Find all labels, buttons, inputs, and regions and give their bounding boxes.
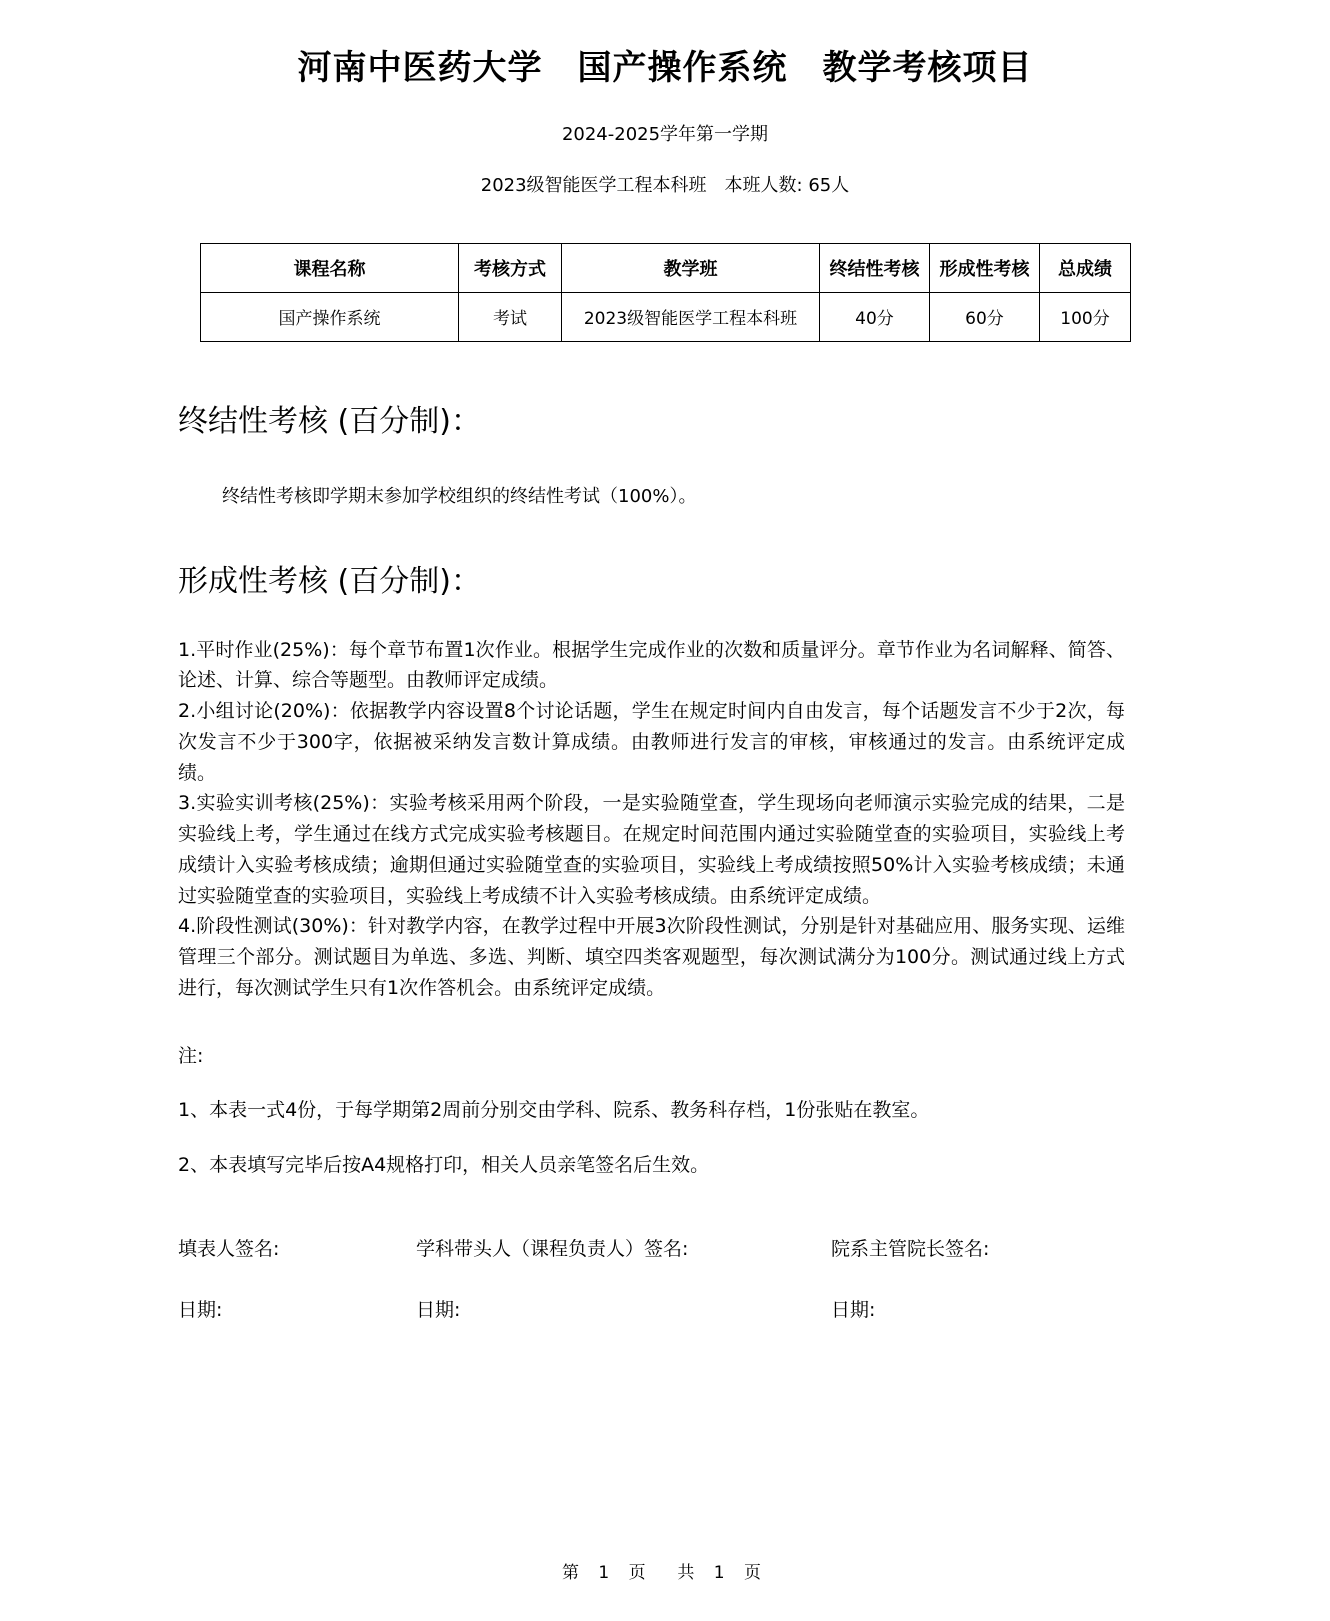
criteria-item-discussion: 2.小组讨论(20%)：依据教学内容设置8个讨论话题，学生在规定时间内自由发言，每个话题发言不少于2次，每次发言不少于300字，依据被采纳发言数计算成绩。由教师进行发言的审核，审核通过的发言。由系统评定成绩。: [178, 700, 1125, 784]
column-header-formative: 形成性考核: [930, 243, 1040, 292]
cell-formative-score: 60分: [930, 292, 1040, 341]
column-header-summative: 终结性考核: [820, 243, 930, 292]
signature-dean-date-label: 日期:: [831, 1298, 876, 1321]
table-row: [201, 292, 1131, 341]
signature-name-row: [178, 1235, 1125, 1264]
signature-filler-date-label: 日期:: [178, 1298, 223, 1321]
note-item-1: 1、本表一式4份，于每学期第2周前分别交由学科、院系、教务科存档，1份张贴在教室。: [178, 1099, 930, 1122]
notes-section: [178, 1004, 1125, 1180]
table-header-row: [201, 243, 1131, 292]
column-header-total: 总成绩: [1040, 243, 1131, 292]
signature-leader-date-label: 日期:: [416, 1298, 461, 1321]
formative-criteria-list: [178, 601, 1125, 1004]
page-number-footer: 第 1 页 共 1 页: [561, 1563, 769, 1583]
page-title: 河南中医药大学 国产操作系统 教学考核项目: [297, 48, 1033, 88]
column-header-course-name: 课程名称: [201, 243, 459, 292]
criteria-item-stage-test: 4.阶段性测试(30%)：针对教学内容，在教学过程中开展3次阶段性测试，分别是针对基础应用、服务实现、运维管理三个部分。测试题目为单选、多选、判断、填空四类客观题型，每次测试满分为100分。测试通过线上方式进行，每次测试学生只有1次作答机会。由系统评定成绩。: [178, 915, 1125, 999]
cell-assessment-mode: 考试: [459, 292, 562, 341]
signature-date-row: [178, 1264, 1125, 1325]
cell-total-score: 100分: [1040, 292, 1131, 341]
signature-dean-label: 院系主管院长签名:: [831, 1238, 990, 1261]
cell-teaching-class: 2023级智能医学工程本科班: [562, 292, 820, 341]
summative-paragraph: 终结性考核即学期末参加学校组织的终结性考试（100%）。: [222, 485, 697, 507]
signature-leader-label: 学科带头人（课程负责人）签名:: [416, 1238, 689, 1261]
notes-label: 注:: [178, 1044, 204, 1067]
criteria-item-experiment: 3.实验实训考核(25%)：实验考核采用两个阶段，一是实验随堂查，学生现场向老师演示实验完成的结果，二是实验线上考，学生通过在线方式完成实验考核题目。在规定时间范围内通过实验随堂查的实验项目，实验线上考成绩计入实验考核成绩；逾期但通过实验随堂查的实验项目，实验线上考成绩按照50%计入实验考核成绩；未通过实验随堂查的实验项目，实验线上考成绩不计入实验考核成绩。由系统评定成绩。: [178, 792, 1125, 907]
grade-table-wrapper: [200, 199, 1130, 342]
course-assessment-table: [200, 243, 1131, 342]
term-subtitle: 2024-2025学年第一学期: [561, 124, 769, 146]
column-header-assessment-mode: 考核方式: [459, 243, 562, 292]
formative-section-heading: 形成性考核 (百分制)：: [178, 563, 481, 599]
note-item-2: 2、本表填写完毕后按A4规格打印，相关人员亲笔签名后生效。: [178, 1153, 710, 1176]
signature-filler-label: 填表人签名:: [178, 1238, 280, 1261]
summative-section-heading: 终结性考核 (百分制)：: [178, 403, 481, 439]
column-header-teaching-class: 教学班: [562, 243, 820, 292]
signature-section: [178, 1179, 1125, 1324]
criteria-item-homework: 1.平时作业(25%)：每个章节布置1次作业。根据学生完成作业的次数和质量评分。章节作业为名词解释、简答、论述、计算、综合等题型。由教师评定成绩。: [178, 638, 1125, 692]
cell-course-name: 国产操作系统: [201, 292, 459, 341]
class-info-subtitle: 2023级智能医学工程本科班 本班人数: 65人: [480, 175, 850, 197]
cell-summative-score: 40分: [820, 292, 930, 341]
document-body: [0, 342, 1330, 1325]
